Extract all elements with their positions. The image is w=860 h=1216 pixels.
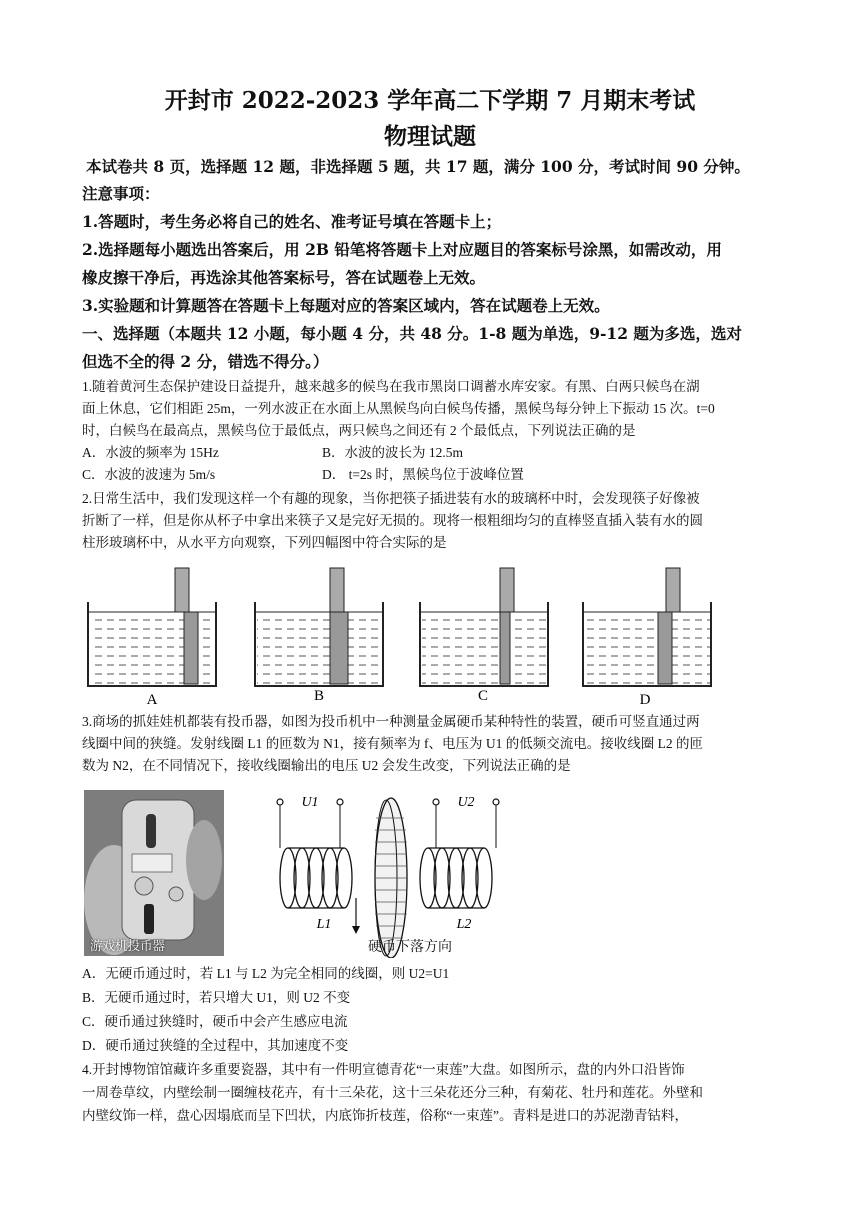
- photo-caption: 游戏机投币器: [90, 938, 166, 953]
- label-u2: U2: [457, 795, 475, 810]
- q4-stem-line-3: 内壁纹饰一样，盘心因塌底而呈下凹状，内底饰折枝莲，俗称“一束莲”。青料是进口的苏泥渤青钴料，: [82, 1108, 688, 1123]
- q2-label-b: B: [313, 688, 325, 704]
- q3-option-b: B．无硬币通过时，若只增大 U1，则 U2 不变: [82, 990, 351, 1005]
- q1-stem-line-1: 1.随着黄河生态保护建设日益提升，越来越多的候鸟在我市黑岗口调蓄水库安家。有黑、白两只候鸟在湖: [82, 379, 700, 394]
- q3-option-d: D．硬币通过狭缝的全过程中，其加速度不变: [82, 1038, 349, 1053]
- fall-direction-label: 硬币下落方向: [368, 939, 452, 955]
- coin-acceptor-photo: [84, 790, 224, 956]
- coil-l2: [420, 848, 492, 908]
- section-heading-line-2: 但选不全的得 2 分，错选不得分。）: [82, 352, 329, 371]
- label-u1: U1: [301, 795, 319, 810]
- exam-intro: 本试卷共 8 页，选择题 12 题，非选择题 5 题，共 17 题，满分 100 分，考试时间 90 分钟。: [86, 157, 750, 176]
- q3-stem-line-2: 线圈中间的狭缝。发射线圈 L1 的匝数为 N1，接有频率为 f、电压为 U1 的低频交流电。接收线圈 L2 的匝: [82, 736, 703, 751]
- q2-stem-line-1: 2.日常生活中，我们发现这样一个有趣的现象，当你把筷子插进装有水的玻璃杯中时，会发现筷子好像被: [82, 491, 700, 506]
- q2-glass-figures: [82, 562, 722, 710]
- q1-option-a: A．水波的频率为 15Hz: [82, 445, 219, 460]
- note-2-line-2: 橡皮擦干净后，再选涂其他答案标号，答在试题卷上无效。: [82, 268, 486, 287]
- q2-label-c: C: [477, 688, 489, 704]
- note-2-line-1: 2.选择题每小题选出答案后，用 2B 铅笔将答题卡上对应题目的答案标号涂黑，如需改动，用: [82, 240, 722, 259]
- q2-label-a: A: [146, 692, 158, 708]
- label-l1: L1: [316, 917, 332, 932]
- q1-stem-line-3: 时，白候鸟在最高点，黑候鸟位于最低点，两只候鸟之间还有 2 个最低点，下列说法正确的是: [82, 423, 636, 438]
- q3-stem-line-3: 数为 N2，在不同情况下，接收线圈输出的电压 U2 会发生改变，下列说法正确的是: [82, 758, 571, 773]
- note-3: 3.实验题和计算题答在答题卡上每题对应的答案区域内，答在试题卷上无效。: [82, 296, 610, 315]
- q4-stem-line-1: 4.开封博物馆馆藏许多重要瓷器，其中有一件明宣德青花“一束莲”大盘。如图所示，盘的内外口沿皆饰: [82, 1062, 685, 1077]
- section-heading-line-1: 一、选择题（本题共 12 小题，每小题 4 分，共 48 分。1-8 题为单选，9-12 题为多选，选对: [82, 324, 742, 343]
- q2-figure-b: [255, 568, 383, 686]
- coil-diagram: [268, 788, 518, 958]
- q2-figure-c: [420, 568, 548, 686]
- notes-heading: 注意事项：: [82, 184, 160, 203]
- exam-title: 开封市 2022-2023 学年高二下学期 7 月期末考试: [164, 87, 696, 114]
- q3-stem-line-1: 3.商场的抓娃娃机都装有投币器，如图为投币机中一种测量金属硬币某种特性的装置，硬币可竖直通过两: [82, 714, 700, 729]
- label-l2: L2: [456, 917, 472, 932]
- q2-label-d: D: [639, 692, 651, 708]
- q3-option-c: C．硬币通过狭缝时，硬币中会产生感应电流: [82, 1014, 348, 1029]
- q2-stem-line-2: 折断了一样，但是你从杯子中拿出来筷子又是完好无损的。现将一根粗细均匀的直棒竖直插入装有水的圆: [82, 513, 703, 528]
- exam-subtitle: 物理试题: [384, 123, 476, 150]
- q2-figure-a: [88, 568, 216, 686]
- q1-option-b: B．水波的波长为 12.5m: [322, 445, 464, 460]
- note-1: 1.答题时，考生务必将自己的姓名、准考证号填在答题卡上；: [82, 212, 502, 231]
- q1-stem-line-2: 面上休息，它们相距 25m，一列水波正在水面上从黑候鸟向白候鸟传播，黑候鸟每分钟上下振动 15 次。t=0: [82, 401, 715, 416]
- q2-stem-line-3: 柱形玻璃杯中，从水平方向观察，下列四幅图中符合实际的是: [82, 535, 447, 550]
- q1-option-d: D． t=2s 时，黑候鸟位于波峰位置: [322, 467, 524, 482]
- q1-option-c: C．水波的波速为 5m/s: [82, 467, 216, 482]
- coil-l1: [280, 848, 352, 908]
- q2-figure-d: [583, 568, 711, 686]
- coin: [375, 798, 407, 958]
- q4-stem-line-2: 一周卷草纹，内壁绘制一圈缠枝花卉，有十三朵花，这十三朵花还分三种，有菊花、牡丹和莲花。外壁和: [82, 1085, 703, 1100]
- q3-option-a: A．无硬币通过时，若 L1 与 L2 为完全相同的线圈，则 U2=U1: [82, 966, 450, 981]
